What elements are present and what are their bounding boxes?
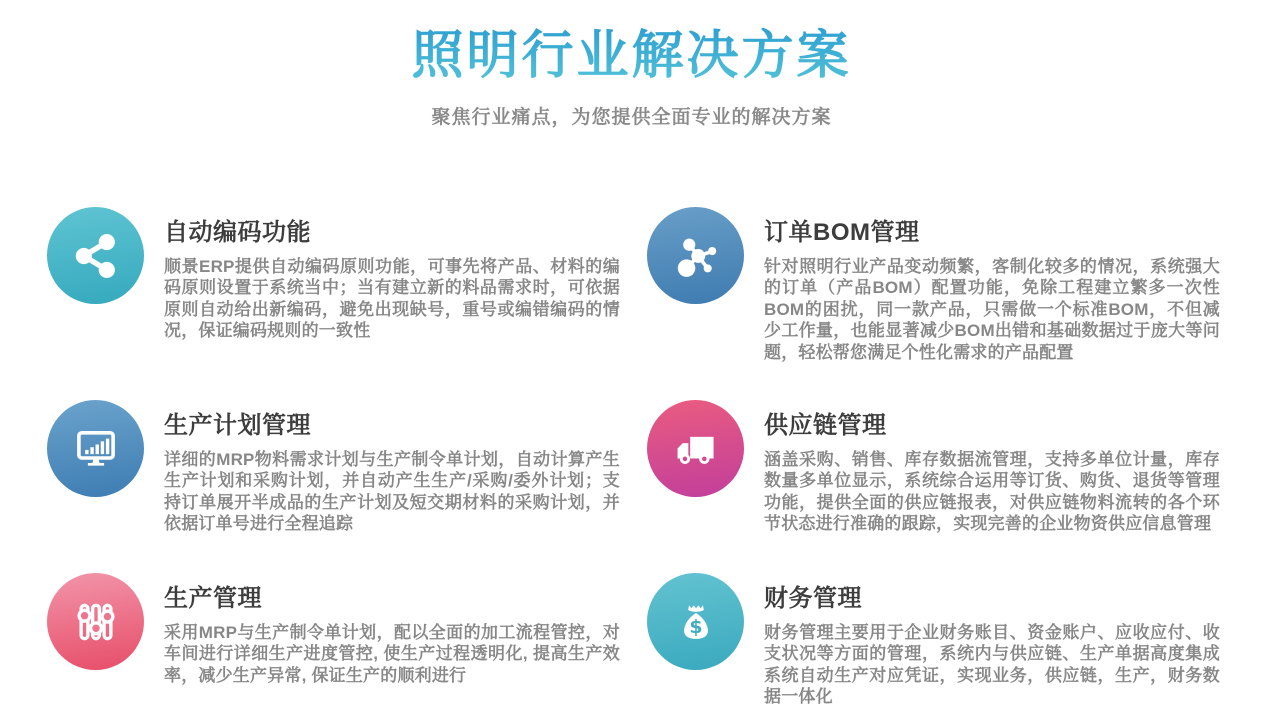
feature-icon-circle <box>647 573 744 670</box>
feature-icon-circle <box>647 207 744 304</box>
feature-title: 生产计划管理 <box>164 412 311 440</box>
money-bag-icon <box>669 595 723 649</box>
feature-description: 采用MRP与生产制令单计划，配以全面的加工流程管控，对车间进行详细生产进度管控, 使生产过程透明化, 提高生产效率，减少生产异常, 保证生产的顺利进行 <box>164 623 620 685</box>
feature-title: 订单BOM管理 <box>764 219 920 246</box>
features-grid <box>0 207 1263 709</box>
feature-title: 自动编码功能 <box>164 219 311 246</box>
feature-card-supply-chain <box>647 400 1220 536</box>
feature-description: 针对照明行业产品变动频繁，客制化较多的情况，系统强大的订单（产品BOM）配置功能，免除工程建立繁多一次性BOM的困扰，同一款产品，只需做一个标准BOM，不但减少工作量，也能显著减少BOM出错和基础数据过于庞大等问题，轻松帮您满足个性化需求的产品配置 <box>764 257 1220 362</box>
feature-description: 涵盖采购、销售、库存数据流管理，支持多单位计量，库存数量多单位显示，系统综合运用等订货、购货、退货等管理功能，提供全面的供应链报表，对供应链物料流转的各个环节状态进行准确的跟踪，实现完善的企业物资供应信息管理 <box>764 450 1220 534</box>
feature-icon-circle <box>47 573 144 670</box>
feature-description: 顺景ERP提供自动编码原则功能，可事先将产品、材料的编码原则设置于系统当中；当有建立新的料品需求时，可依据原则自动给出新编码，避免出现缺号，重号或编错编码的情况，保证编码规则的一致性 <box>164 257 620 341</box>
feature-title: 财务管理 <box>764 585 862 613</box>
truck-icon <box>669 422 723 476</box>
feature-card-production-plan <box>47 400 620 536</box>
molecule-icon <box>669 229 723 283</box>
monitor-chart-icon <box>69 422 123 476</box>
feature-title: 供应链管理 <box>764 412 887 440</box>
feature-icon-circle <box>47 400 144 497</box>
feature-title: 生产管理 <box>164 585 262 613</box>
feature-card-finance <box>647 573 1220 709</box>
share-icon <box>69 229 123 283</box>
feature-card-production-mgmt <box>47 573 620 709</box>
feature-description: 详细的MRP物料需求计划与生产制令单计划，自动计算产生生产计划和采购计划，并自动产生生产/采购/委外计划；支持订单展开半成品的生产计划及短交期材料的采购计划，并依据订单号进行全程追踪 <box>164 450 620 534</box>
feature-description: 财务管理主要用于企业财务账目、资金账户、应收应付、收支状况等方面的管理，系统内与供应链、生产单据高度集成系统自动生产对应凭证，实现业务，供应链，生产，财务数据一体化 <box>764 623 1220 707</box>
feature-icon-circle <box>47 207 144 304</box>
sliders-icon <box>69 595 123 649</box>
page-subtitle: 聚焦行业痛点，为您提供全面专业的解决方案 <box>431 107 832 128</box>
svg-text:$: $ <box>688 615 703 638</box>
feature-card-auto-coding <box>47 207 620 363</box>
feature-card-order-bom <box>647 207 1220 363</box>
feature-icon-circle <box>647 400 744 497</box>
page-title: 照明行业解决方案 <box>0 0 1263 89</box>
